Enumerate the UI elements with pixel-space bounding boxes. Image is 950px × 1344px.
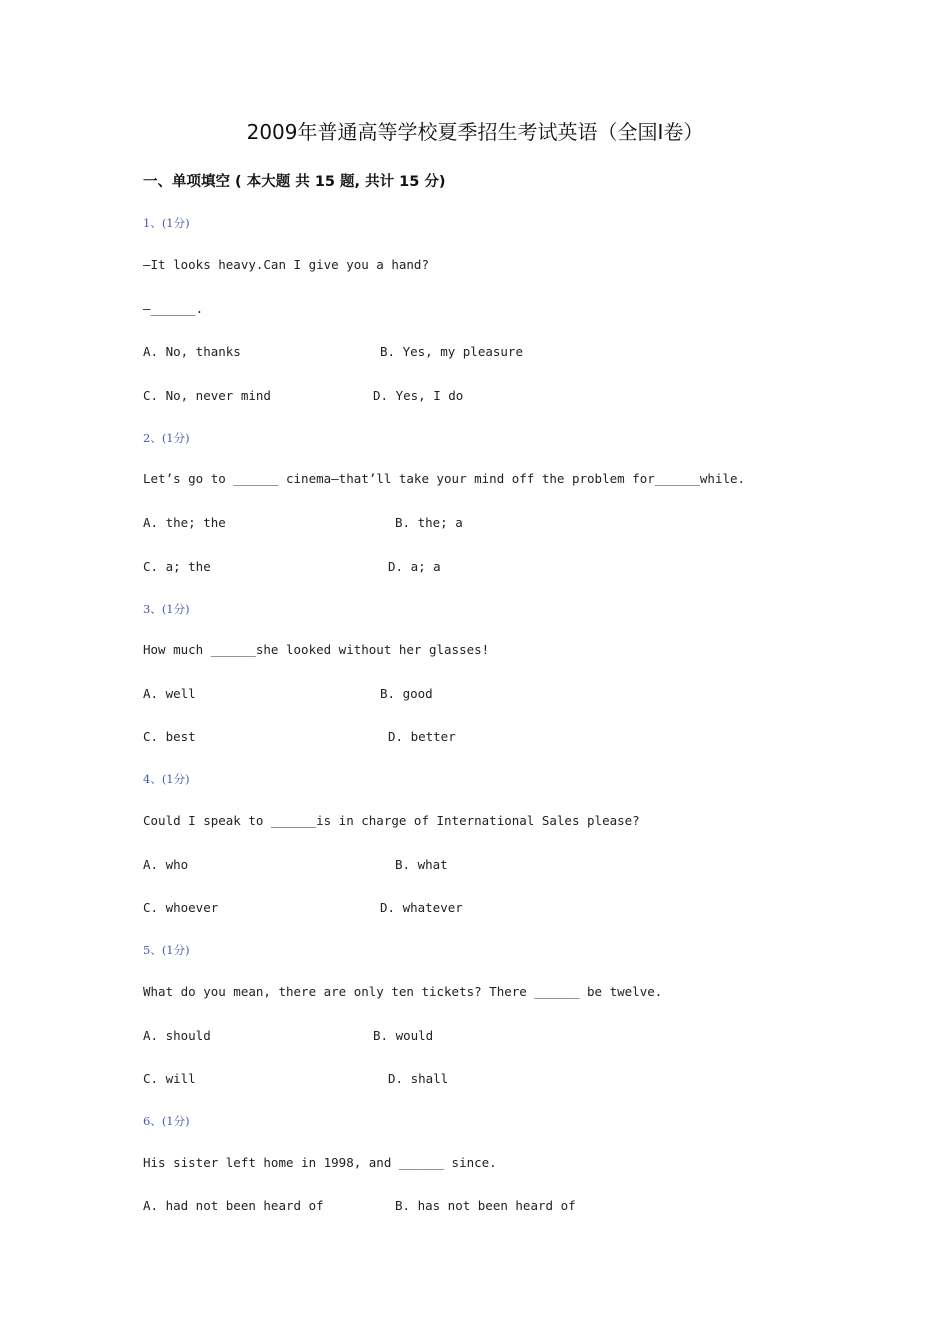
question-text: Let’s go to ______ cinema—that’ll take your mind off the problem for______while. xyxy=(143,471,746,486)
question-label: 2、(1分) xyxy=(143,431,190,445)
question-text: His sister left home in 1998, and ______ since. xyxy=(143,1155,497,1170)
question-label: 6、(1分) xyxy=(143,1114,190,1128)
question-text: Could I speak to ______is in charge of International Sales please? xyxy=(143,813,640,828)
option-b: B. has not been heard of xyxy=(395,1198,576,1213)
option-d: D. better xyxy=(388,729,456,744)
option-a: A. had not been heard of xyxy=(143,1198,324,1213)
document-title: 2009年普通高等学校夏季招生考试英语（全国Ⅰ卷） xyxy=(246,120,704,144)
option-a: A. the; the xyxy=(143,515,226,530)
question-label: 3、(1分) xyxy=(143,602,190,616)
question-label: 5、(1分) xyxy=(143,943,190,957)
option-d: D. whatever xyxy=(380,900,463,915)
question-text: —It looks heavy.Can I give you a hand? xyxy=(143,257,429,272)
option-d: D. shall xyxy=(388,1071,449,1086)
section-heading: 一、单项填空 ( 本大题 共 15 题, 共计 15 分) xyxy=(143,174,446,190)
option-b: B. the; a xyxy=(395,515,463,530)
question-text: What do you mean, there are only ten tickets? There ______ be twelve. xyxy=(143,984,663,999)
option-d: D. Yes, I do xyxy=(373,388,464,403)
option-b: B. would xyxy=(373,1028,434,1043)
option-c: C. No, never mind xyxy=(143,388,271,403)
option-b: B. good xyxy=(380,686,433,701)
option-b: B. Yes, my pleasure xyxy=(380,344,523,359)
option-a: A. No, thanks xyxy=(143,344,241,359)
question-label: 4、(1分) xyxy=(143,772,190,786)
question-text: How much ______she looked without her glasses! xyxy=(143,642,490,657)
option-a: A. who xyxy=(143,857,189,872)
option-a: A. well xyxy=(143,686,196,701)
option-b: B. what xyxy=(395,857,448,872)
option-a: A. should xyxy=(143,1028,211,1043)
option-c: C. best xyxy=(143,729,196,744)
option-c: C. whoever xyxy=(143,900,219,915)
option-d: D. a; a xyxy=(388,559,441,574)
option-c: C. will xyxy=(143,1071,196,1086)
question-label: 1、(1分) xyxy=(143,216,190,230)
option-c: C. a; the xyxy=(143,559,211,574)
question-text: —______. xyxy=(143,301,204,316)
